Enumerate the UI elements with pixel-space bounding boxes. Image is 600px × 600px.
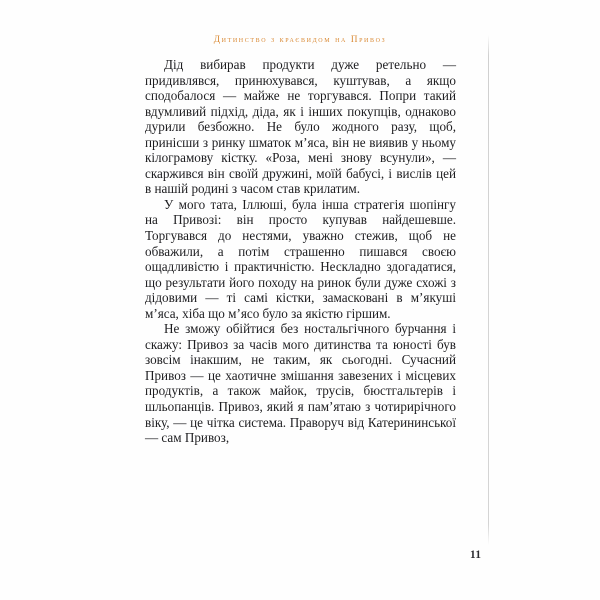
paragraph-1: Дід вибирав продукти дуже ретельно — придивлявся, принюхувався, куштував, а якщо сподобалося — майже не торгувався. Попри такий вдумливий підхід, діда, як і інших покупців, однаково дурили безбожно. Не було жодного разу, щоб, принісши з ринку шматок мʼяса, він не виявив у ньому кілограмову кістку. «Роза, мені знову всунули», — скаржився він своїй дружині, моїй бабусі, і вислів цей в нашій родині з часом став крилатим. (145, 57, 456, 197)
paragraph-3: Не зможу обійтися без ностальгічного бурчання і скажу: Привоз за часів мого дитинства та юності був зовсім інакшим, не таким, як сьогодні. Сучасний Привоз — це хаотичне змішання завезених і місцевих продуктів, а також майок, трусів, бюстгальтерів і шльопанців. Привоз, який я памʼятаю з чотирирічного віку, — це чітка система. Праворуч від Катерининської — сам Привоз, (145, 321, 456, 446)
running-header-text: Дитинство з краєвидом на Привоз (213, 34, 387, 44)
body-text-block (145, 57, 456, 446)
page-edge-line (488, 35, 489, 545)
page-number: 11 (470, 549, 482, 561)
paragraph-2: У мого тата, Іллюші, була інша стратегія шопінгу на Привозі: він просто купував найдешевше. Торгувався до нестями, уважно стежив, щоб не обважили, а потім страшенно пишався своєю ощадливістю і практичністю. Нескладно здогадатися, що результати його походу на ринок були дуже схожі з дідовими — ті самі кістки, замасковані в мʼякуші мʼяса, хіба що мʼясо було за якістю гіршим. (145, 196, 456, 321)
running-header (0, 29, 600, 47)
